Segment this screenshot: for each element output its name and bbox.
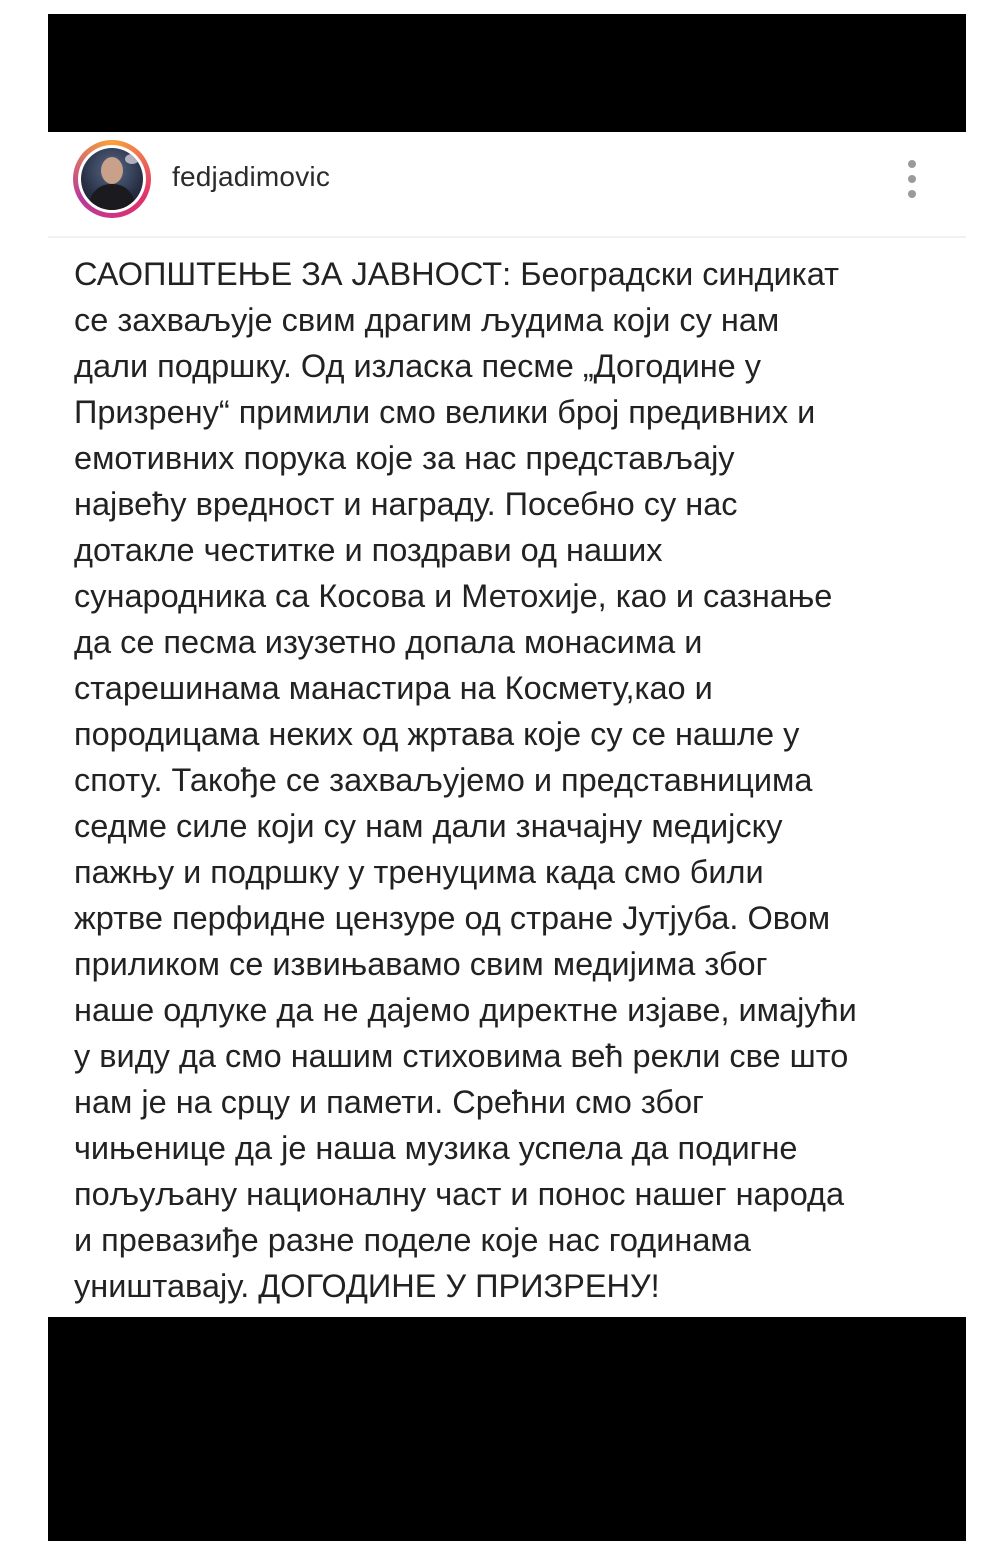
caption-line: пољуљану националну част и понос нашег народа	[74, 1176, 845, 1212]
story-ring[interactable]	[73, 140, 151, 218]
post-header	[48, 132, 966, 238]
caption-line: жртве перфидне цензуре од стране Јутјуба. Овом	[74, 900, 831, 936]
caption-line: САОПШТЕЊЕ ЗА ЈАВНОСТ: Београдски синдикат	[74, 256, 839, 292]
caption-line: породицама неких од жртава које су се нашле у	[74, 716, 800, 752]
caption-line: споту. Такође се захваљујемо и представницима	[74, 762, 813, 798]
caption-line: највећу вредност и награду. Посебно су нас	[74, 486, 738, 522]
caption-line: наше одлуке да не дајемо директне изјаве, имајући	[74, 992, 857, 1028]
profile-photo-icon	[81, 148, 143, 210]
caption-line: дали подршку. Од изласка песме „Догодине у	[74, 348, 762, 384]
caption-line: емотивних порука које за нас представљају	[74, 440, 735, 476]
caption-line: дотакле честитке и поздрави од наших	[74, 532, 663, 568]
avatar[interactable]	[78, 145, 146, 213]
caption-line: приликом се извињавамо свим медијима због	[74, 946, 768, 982]
username-link[interactable]: fedjadimovic	[172, 161, 331, 192]
caption-line: нам је на срцу и памети. Срећни смо због	[74, 1084, 704, 1120]
caption-line: чињенице да је наша музика успела да подигне	[74, 1130, 798, 1166]
stage-light	[125, 154, 139, 164]
redacted-top-bar	[48, 14, 966, 132]
vertical-ellipsis-icon[interactable]	[900, 158, 924, 200]
caption-line: старешинама манастира на Космету,као и	[74, 670, 713, 706]
avatar-head	[101, 157, 123, 184]
caption-line: Призрену“ примили смо велики број предивних и	[74, 394, 816, 430]
caption-line: седме силе који су нам дали значајну медијску	[74, 808, 783, 844]
caption-line: и превазиђе разне поделе које нас годинама	[74, 1222, 751, 1258]
caption-line: пажњу и подршку у тренуцима када смо били	[74, 854, 764, 890]
caption-line: се захваљује свим драгим људима који су нам	[74, 302, 780, 338]
caption-line: уништавају. ДОГОДИНЕ У ПРИЗРЕНУ!	[74, 1268, 660, 1304]
instagram-post	[48, 132, 966, 1317]
caption-line: да се песма изузетно допала монасима и	[74, 624, 703, 660]
post-caption	[74, 251, 954, 1309]
redacted-bottom-bar	[48, 1317, 966, 1541]
caption-line: у виду да смо нашим стиховима већ рекли све што	[74, 1038, 849, 1074]
caption-line: сународника са Косова и Метохије, као и сазнање	[74, 578, 833, 614]
avatar-body	[89, 184, 135, 210]
